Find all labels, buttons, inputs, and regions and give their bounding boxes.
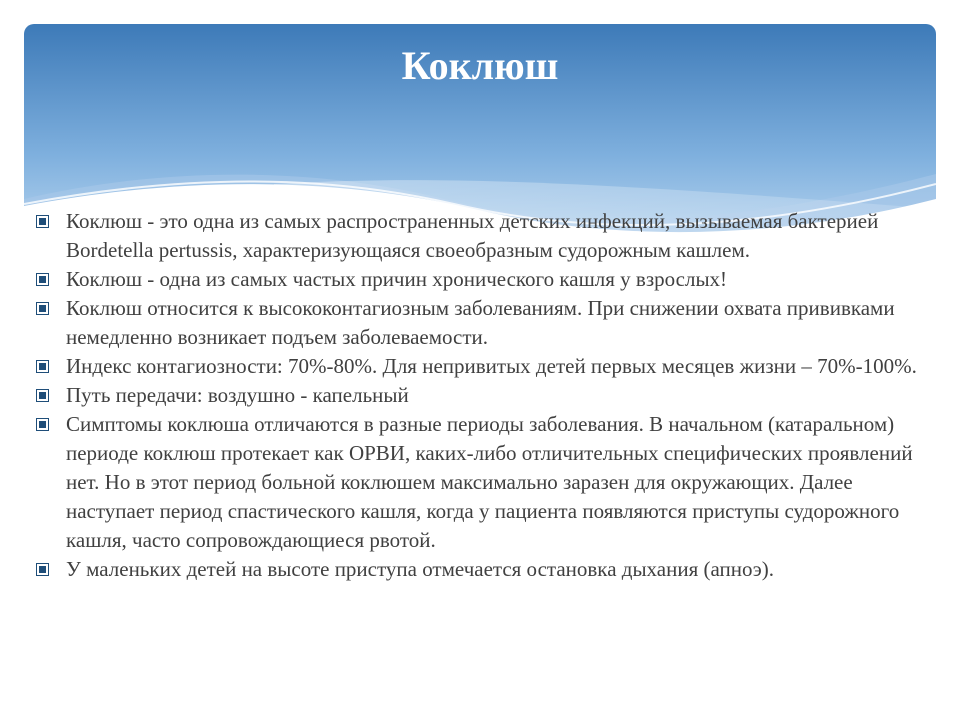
- square-bullet-icon: [36, 563, 49, 576]
- list-item-text: Коклюш относится к высококонтагиозным заболеваниям. При снижении охвата прививками немедленно возникает подъем заболеваемости.: [66, 296, 895, 349]
- list-item-text: Симптомы коклюша отличаются в разные периоды заболевания. В начальном (катаральном) периоде коклюш протекает как ОРВИ, каких-либо отличительных специфических проявлений нет. Но в этот период больной коклюшем максимально заразен для окружающих. Далее наступает период спастического кашля, когда у пациента появляются приступы судорожного кашля, часто сопровождающиеся рвотой.: [66, 412, 913, 552]
- list-item: [36, 207, 936, 265]
- list-item: [36, 555, 936, 584]
- square-bullet-icon: [36, 273, 49, 286]
- list-item: [36, 410, 936, 555]
- square-bullet-icon: [36, 418, 49, 431]
- list-item-text: У маленьких детей на высоте приступа отмечается остановка дыхания (апноэ).: [66, 557, 775, 581]
- square-bullet-icon: [36, 389, 49, 402]
- list-item: [36, 352, 936, 381]
- square-bullet-icon: [36, 215, 49, 228]
- bullet-list: [36, 207, 936, 584]
- square-bullet-icon: [36, 302, 49, 315]
- list-item-text: Индекс контагиозности: 70%-80%. Для непривитых детей первых месяцев жизни – 70%-100%.: [66, 354, 917, 378]
- list-item: [36, 265, 936, 294]
- slide-title: Коклюш: [401, 43, 559, 88]
- list-item: [36, 381, 936, 410]
- square-bullet-icon: [36, 360, 49, 373]
- list-item: [36, 294, 936, 352]
- list-item-text: Коклюш - одна из самых частых причин хронического кашля у взрослых!: [66, 267, 728, 291]
- list-item-text: Путь передачи: воздушно - капельный: [66, 383, 409, 407]
- list-item-text: Коклюш - это одна из самых распространенных детских инфекций, вызываемая бактерией Bordetella pertussis, характеризующаяся своеобразным судорожным кашлем.: [66, 209, 879, 262]
